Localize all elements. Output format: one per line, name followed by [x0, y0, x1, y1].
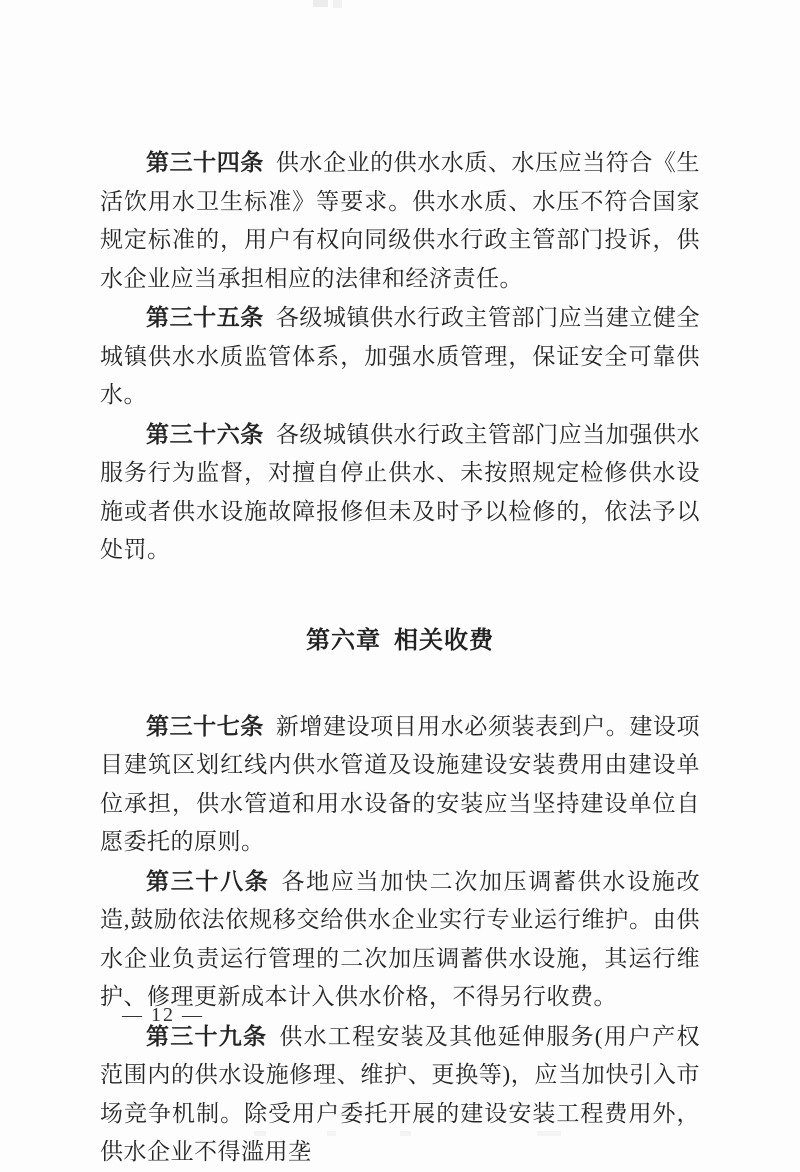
article-36-text: 各级城镇供水行政主管部门应当加强供水服务行为监督，对擅自停止供水、未按照规定检修供水设施或者供水设施故障报修但未及时予以检修的，依法予以处罚。 — [100, 421, 701, 562]
chapter-heading — [100, 620, 700, 655]
scan-artifact — [313, 0, 328, 7]
article-35-paragraph — [100, 298, 700, 415]
article-35-text: 各级城镇供水行政主管部门应当建立健全城镇供水水质监管体系，加强水质管理，保证安全可靠供水。 — [100, 305, 701, 407]
article-34-number-label: 第三十四条 — [146, 149, 264, 175]
article-39-text: 供水工程安装及其他延伸服务(用户产权范围内的供水设施修理、维护、更换等)，应当加快引入市场竞争机制。除受用户委托开展的建设安装工程费用外，供水企业不得滥用垄 — [100, 1023, 700, 1164]
article-37-text: 新增建设项目用水必须装表到户。建设项目建筑区划红线内供水管道及设施建设安装费用由建设单位承担，供水管道和用水设备的安装应当坚持建设单位自愿委托的原则。 — [100, 713, 701, 854]
article-38-number-label: 第三十八条 — [146, 867, 270, 894]
article-37-number-label: 第三十七条 — [146, 712, 264, 739]
article-38-paragraph — [100, 862, 700, 1017]
chapter-number: 第六章 — [306, 626, 381, 654]
article-36-paragraph — [100, 415, 700, 570]
article-39-number-label: 第三十九条 — [146, 1022, 268, 1049]
article-34-paragraph — [100, 143, 700, 298]
article-37-paragraph — [100, 707, 700, 862]
article-34-text: 供水企业的供水水质、水压应当符合《生活饮用水卫生标准》等要求。供水水质、水压不符合国家规定标准的，用户有权向同级供水行政主管部门投诉，供水企业应当承担相应的法律和经济责任。 — [100, 150, 701, 291]
scan-artifact — [333, 0, 342, 8]
article-35-number-label: 第三十五条 — [146, 304, 264, 330]
article-36-number-label: 第三十六条 — [146, 420, 264, 447]
article-39-paragraph — [100, 1017, 700, 1172]
chapter-title: 相关收费 — [394, 626, 494, 654]
page-number: — 12 — — [122, 1004, 204, 1026]
article-38-text: 各地应当加快二次加压调蓄供水设施改造,鼓励依法依规移交给供水企业实行专业运行维护。由供水企业负责运行管理的二次加压调蓄供水设施，其运行维护、修理更新成本计入供水价格，不得另行收费。 — [100, 868, 701, 1009]
